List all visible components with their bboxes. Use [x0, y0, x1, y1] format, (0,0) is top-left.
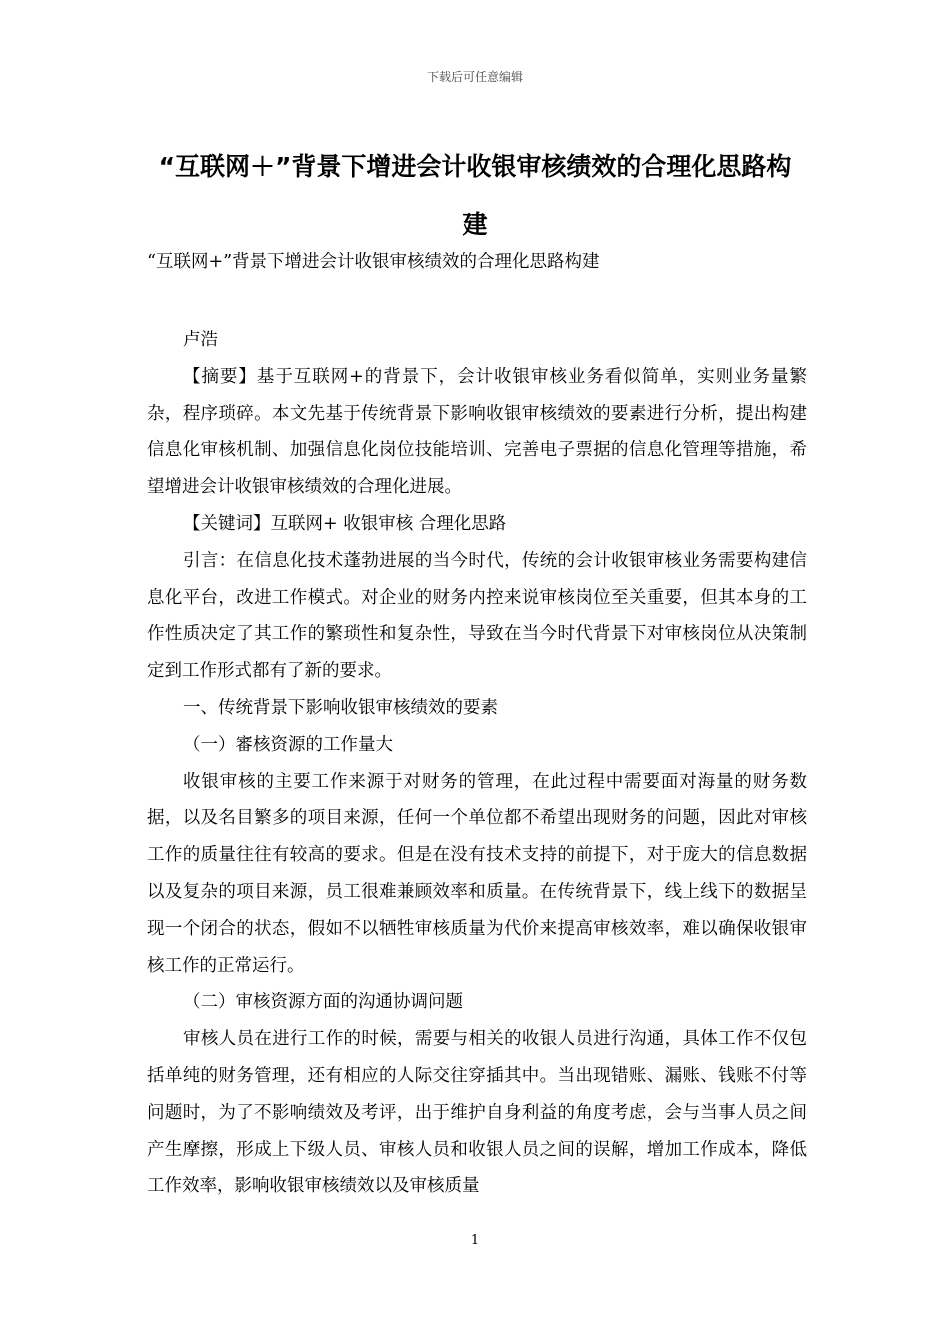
subsection-heading-1: （一）審核资源的工作量大: [183, 734, 393, 755]
abstract-paragraph: 【摘要】基于互联网+的背景下，会计收银审核业务看似简单，实则业务量繁杂，程序琐碎。本文先基于传统背景下影响收银审核绩效的要素进行分析，提出构建信息化审核机制、加强信息化岗位技能培训、完善电子票据的信息化管理等措施，希望增进会计收银审核绩效的合理化进展。: [147, 366, 807, 498]
keywords-paragraph: 【关键词】互联网+ 收银审核 合理化思路: [183, 513, 507, 534]
author-name: 卢浩: [183, 330, 218, 350]
page-header-note: 下载后可任意编辑: [426, 70, 523, 84]
title-line-2: 建: [462, 210, 488, 239]
introduction-paragraph: 引言：在信息化技术蓬勃进展的当今时代，传统的会计收银审核业务需要构建信息化平台，改进工作模式。对企业的财务内控来说审核岗位至关重要，但其本身的工作性质决定了其工作的繁琐性和复杂性，导致在当今时代背景下对审核岗位从决策制定到工作形式都有了新的要求。: [147, 550, 807, 682]
document-title: [150, 138, 800, 254]
section-heading-1: 一、传统背景下影响收银审核绩效的要素: [183, 697, 498, 718]
document-subtitle: “互联网+”背景下增进会计收银审核绩效的合理化思路构建: [147, 252, 600, 272]
title-line-1: “互联网＋”背景下增进会计收银审核绩效的合理化思路构: [158, 152, 792, 181]
document-body: [147, 322, 807, 1205]
body-paragraph: 审核人员在进行工作的时候，需要与相关的收银人员进行沟通，具体工作不仅包括单纯的财务管理，还有相应的人际交往穿插其中。当出现错账、漏账、钱账不付等问题时，为了不影响绩效及考评，出于维护自身利益的角度考虑，会与当事人员之间产生摩擦，形成上下级人员、审核人员和收银人员之间的误解，增加工作成本，降低工作效率，影响收银审核绩效以及审核质量: [147, 1029, 807, 1197]
subsection-heading-2: （二）审核资源方面的沟通协调问题: [183, 992, 463, 1013]
page-number: 1: [470, 1233, 480, 1248]
body-paragraph: 收银审核的主要工作来源于对财务的管理，在此过程中需要面对海量的财务数据，以及名目繁多的项目来源，任何一个单位都不希望出现财务的问题，因此对审核工作的质量往往有较高的要求。但是在没有技术支持的前提下，对于庞大的信息数据以及复杂的项目来源，员工很难兼顾效率和质量。在传统背景下，线上线下的数据呈现一个闭合的状态，假如不以牺牲审核质量为代价来提高审核效率，难以确保收银审核工作的正常运行。: [147, 771, 807, 976]
